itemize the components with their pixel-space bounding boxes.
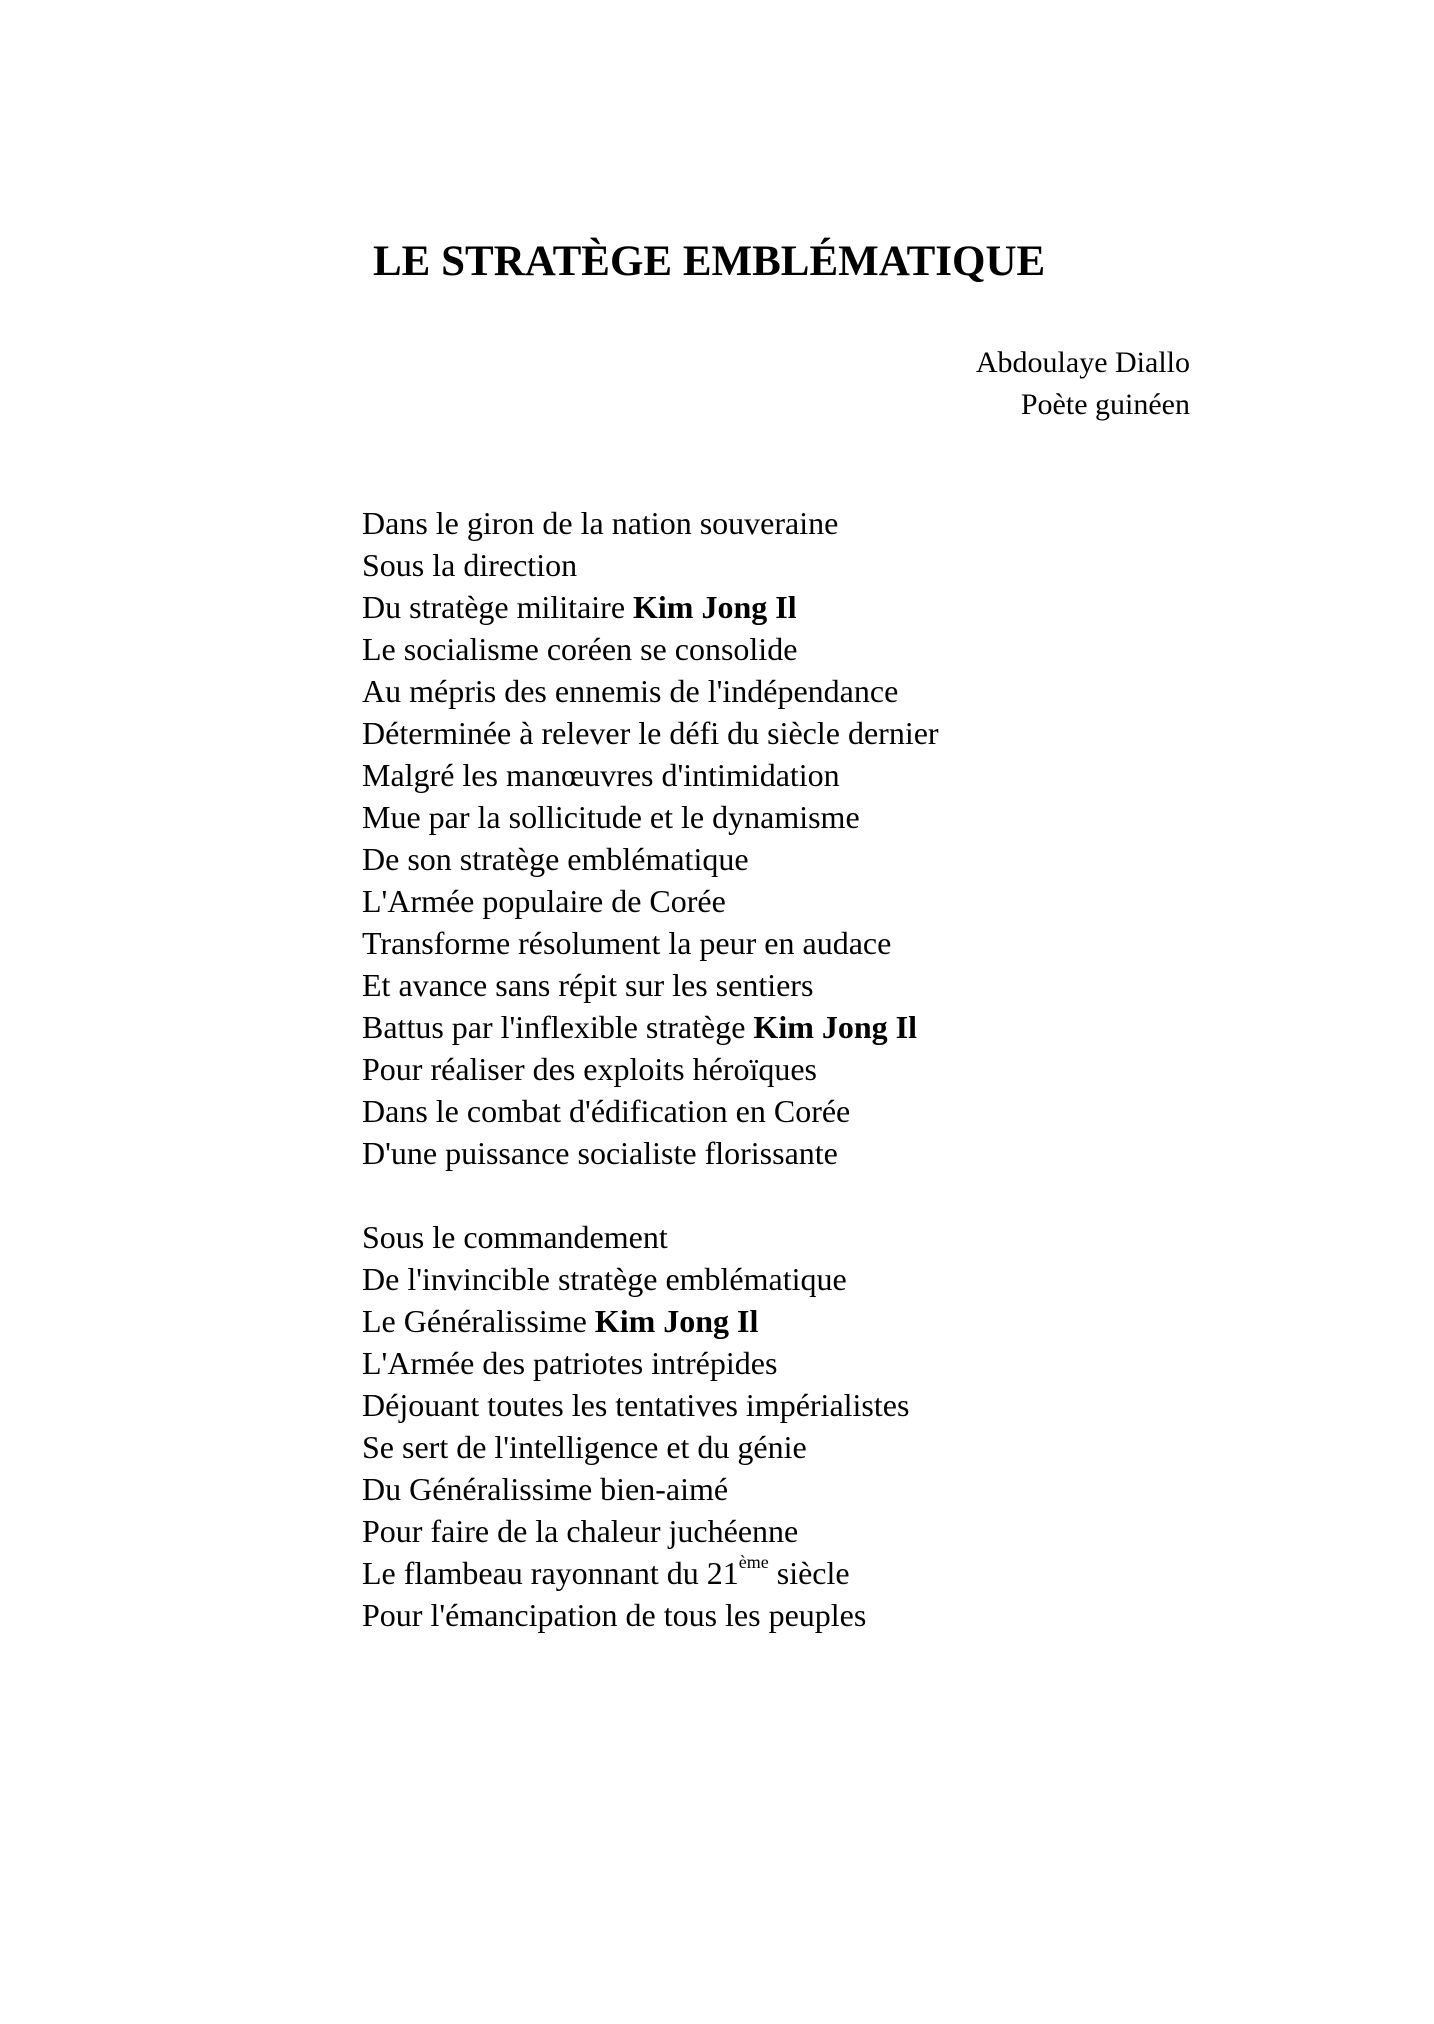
poem-line: L'Armée populaire de Corée xyxy=(362,883,726,919)
line-text: Battus par l'inflexible stratège xyxy=(362,1009,754,1045)
poem-line: Dans le giron de la nation souveraine xyxy=(362,505,839,541)
author-name: Abdoulaye Diallo xyxy=(975,346,1190,379)
poem-line: Déjouant toutes les tentatives impérialistes xyxy=(362,1387,910,1423)
poem-line: Déterminée à relever le défi du siècle dernier xyxy=(362,715,939,751)
poem-line: Au mépris des ennemis de l'indépendance xyxy=(362,673,899,709)
poem-line xyxy=(362,1552,939,1594)
name-emphasis: Kim Jong Il xyxy=(594,1303,759,1339)
poem-line xyxy=(362,586,939,628)
poem-line: Du Généralissime bien-aimé xyxy=(362,1471,729,1507)
poem-body xyxy=(362,502,939,1636)
poem-line: Et avance sans répit sur les sentiers xyxy=(362,967,814,1003)
name-emphasis: Kim Jong Il xyxy=(753,1009,917,1045)
poem-line: Sous la direction xyxy=(362,547,578,583)
poem-line: Pour l'émancipation de tous les peuples xyxy=(362,1597,867,1633)
poem-line xyxy=(362,1006,939,1048)
line-text: Le flambeau rayonnant du 21 xyxy=(362,1555,739,1591)
line-text: Du stratège militaire xyxy=(362,589,634,625)
line-text: siècle xyxy=(768,1555,850,1591)
stanza-1 xyxy=(362,502,939,1174)
poem-line: Dans le combat d'édification en Corée xyxy=(362,1093,851,1129)
poem-line: Sous le commandement xyxy=(362,1219,668,1255)
poem-line: Se sert de l'intelligence et du génie xyxy=(362,1429,807,1465)
poem-line: Mue par la sollicitude et le dynamisme xyxy=(362,799,860,835)
line-text: Le Généralissime xyxy=(362,1303,595,1339)
poem-line: De l'invincible stratège emblématique xyxy=(362,1261,847,1297)
byline xyxy=(976,342,1190,426)
poem-title: LE STRATÈGE EMBLÉMATIQUE xyxy=(373,238,1046,285)
poem-line xyxy=(362,1300,939,1342)
ordinal-superscript: ème xyxy=(738,1552,769,1572)
author-role: Poète guinéen xyxy=(1020,388,1190,421)
poem-line: Le socialisme coréen se consolide xyxy=(362,631,798,667)
poem-line: Pour réaliser des exploits héroïques xyxy=(362,1051,817,1087)
poem-line: De son stratège emblématique xyxy=(362,841,749,877)
poem-line: Pour faire de la chaleur juchéenne xyxy=(362,1513,799,1549)
poem-line: Malgré les manœuvres d'intimidation xyxy=(362,757,840,793)
stanza-2 xyxy=(362,1216,939,1636)
poem-line: L'Armée des patriotes intrépides xyxy=(362,1345,778,1381)
poem-line: Transforme résolument la peur en audace xyxy=(362,925,892,961)
name-emphasis: Kim Jong Il xyxy=(633,589,797,625)
poem-line: D'une puissance socialiste florissante xyxy=(362,1135,838,1171)
